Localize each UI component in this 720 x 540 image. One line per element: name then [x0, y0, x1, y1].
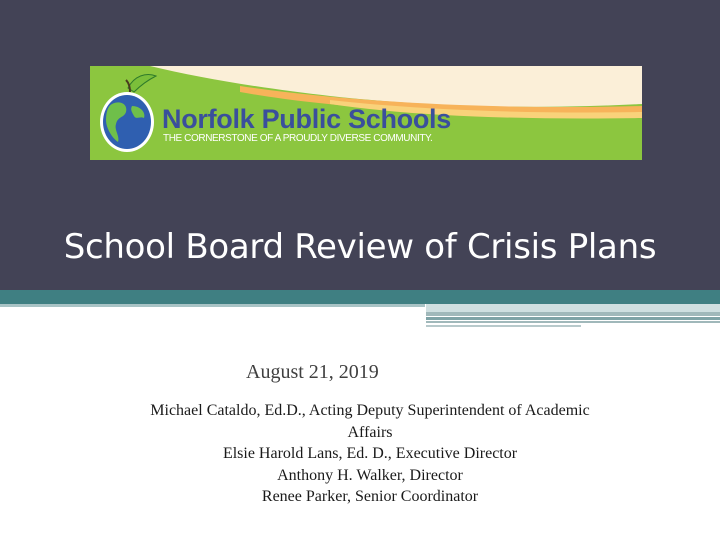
presenter-line: Anthony H. Walker, Director — [277, 466, 463, 484]
presenter-list — [96, 400, 644, 508]
brand-name: Norfolk Public Schools — [162, 104, 451, 134]
school-logo — [90, 66, 642, 160]
presenter-line: Renee Parker, Senior Coordinator — [261, 488, 479, 505]
presentation-date: August 21, 2019 — [246, 361, 379, 383]
slide-title: School Board Review of Crisis Plans — [63, 227, 657, 267]
presenter-line: Michael Cataldo, Ed.D., Acting Deputy Superintendent of Academic — [150, 402, 590, 419]
presenter-line: Affairs — [347, 423, 393, 441]
presenter-line: Elsie Harold Lans, Ed. D., Executive Director — [222, 445, 518, 462]
brand-tagline: THE CORNERSTONE OF A PROUDLY DIVERSE COMMUNITY. — [163, 133, 433, 144]
decorative-stripes — [0, 290, 720, 332]
